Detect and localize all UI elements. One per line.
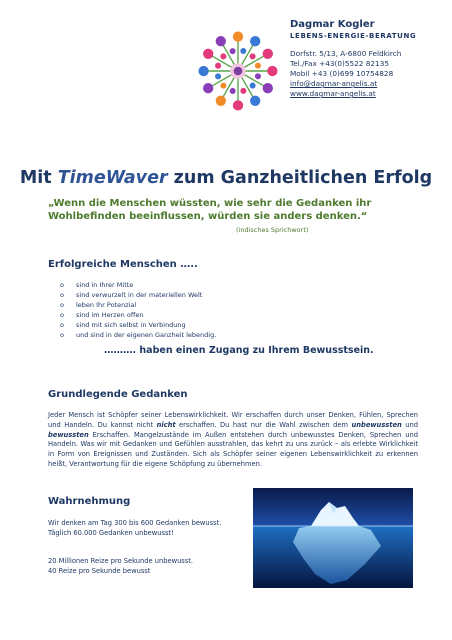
mandala-flower [198,66,208,76]
erfolg-list [60,280,216,340]
mandala-flower [233,31,243,41]
mandala-bud [230,88,236,94]
contact-mobile: Mobil +43 (0)699 10754828 [290,69,394,78]
title-brand: TimeWaver [57,168,168,188]
title-prefix: Mit [19,168,58,188]
website-link[interactable]: www.dagmar-angelis.at [290,89,376,98]
para-part: Jeder Mensch ist Schöpfer seiner Lebenswirklichkeit. Wir erschaffen durch unser Denken, Fühlen, Sprechen und Handeln. Du kannst nicht [48,411,418,429]
mandala-flower [263,83,273,93]
mandala-bud [255,73,261,79]
iceberg-image [253,488,413,588]
mandala-flower [216,36,226,46]
mandala-flower [263,49,273,59]
wahrnehmung-line: 20 Millionen Reize pro Sekunde unbewusst. [48,557,194,565]
mandala-flower [250,36,260,46]
para-emphasis: unbewussten [351,420,402,429]
mandala-flower [216,96,226,106]
contact-telfax: Tel./Fax +43(0)5522 82135 [290,59,389,68]
erfolg-conclusion: ………. haben einen Zugang zu Ihrem Bewusstsein. [104,345,374,356]
list-item: o und sind in der eigenen Ganzheit lebendig. [60,330,216,340]
mandala-flower [203,49,213,59]
list-item: o leben Ihr Potenzial [60,300,216,310]
wahrnehmung-line: Täglich 60.000 Gedanken unbewusst! [48,529,174,537]
list-item: o sind verwurzelt in der materiellen Welt [60,290,216,300]
mandala-bud [230,48,236,54]
grundlegende-paragraph [48,411,418,470]
mandala-flower [203,83,213,93]
mandala-bud [240,88,246,94]
contact-subtitle: LEBENS-ENERGIE-BERATUNG [290,32,417,40]
mandala-bud [250,83,256,89]
mandala-logo [195,28,281,114]
wahrnehmung-line: 40 Reize pro Sekunde bewusst [48,567,151,575]
wahrnehmung-line: Wir denken am Tag 300 bis 600 Gedanken bewusst. [48,519,222,527]
list-item: o sind mit sich selbst in Verbindung [60,320,216,330]
mandala-flower [267,66,277,76]
heading-erfolgreiche: Erfolgreiche Menschen ….. [48,259,198,270]
para-part: und [401,420,418,429]
mandala-bud [215,63,221,69]
para-emphasis: bewussten [48,430,89,439]
para-part: Erschaffen. Mangelzustände im Außen entstehen durch unbewusstes Denken, Sprechen und Handeln. Was wir mit Gedanken und Gefühlen ausstrahlen, das kehrt zu uns zurück – als erlebte Wirklichkeit in Form von Ereignissen und Zuständen. Sich als Schöpfer seiner eigenen Lebenswirklichkeit zu erkennen heißt, Verantwortung für die eigene Schöpfung zu übernehmen. [48,430,418,468]
mandala-bud [250,53,256,59]
mandala-bud [220,53,226,59]
email-link[interactable]: info@dagmar-angelis.at [290,79,378,88]
page-title [0,168,452,188]
contact-name: Dagmar Kogler [290,19,375,30]
quote-text: „Wenn die Menschen wüssten, wie sehr die Gedanken ihr Wohlbefinden beeinflussen, würden sie anders denken.“ [48,198,372,222]
para-part: erschaffen. Du hast nur die Wahl zwischen dem [175,420,352,429]
contact-address: Dorfstr. 5/13, A-6800 Feldkirch [290,49,402,58]
mandala-bud [220,83,226,89]
heading-wahrnehmung: Wahrnehmung [48,496,131,507]
mandala-flower [250,96,260,106]
mandala-bud [240,48,246,54]
mandala-flower [233,100,243,110]
mandala-bud [215,73,221,79]
title-suffix: zum Ganzheitlichen Erfolg [167,168,433,188]
para-emphasis: nicht [156,420,176,429]
contact-block [290,18,450,99]
heading-grundlegende: Grundlegende Gedanken [48,389,188,400]
list-item: o sind in Ihrer Mitte [60,280,216,290]
mandala-bud [255,63,261,69]
list-item: o sind im Herzen offen [60,310,216,320]
quote-source: (indisches Sprichwort) [236,226,309,234]
